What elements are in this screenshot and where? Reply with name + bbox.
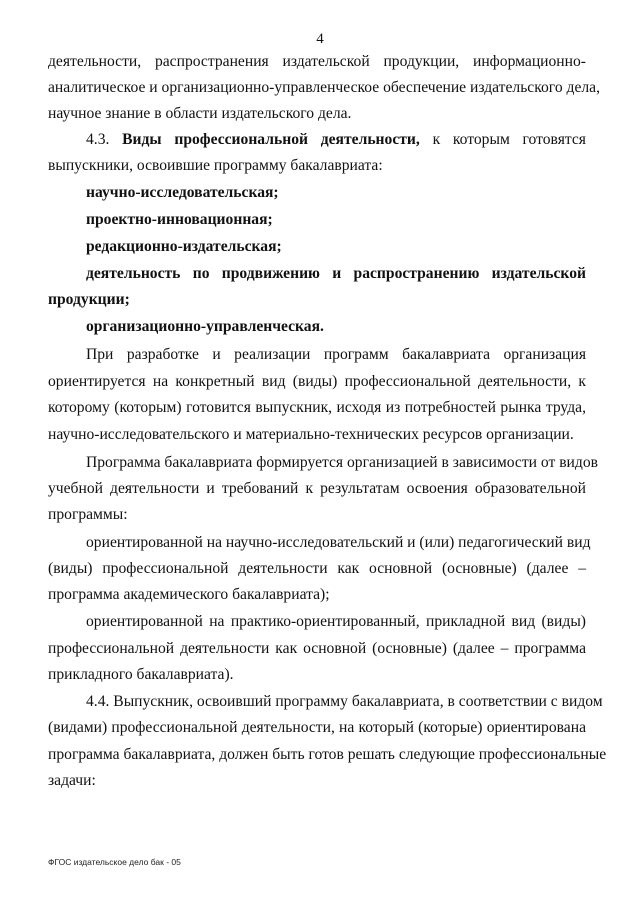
activity-type-item: проектно-инновационная; bbox=[86, 211, 273, 228]
section-number: 4.3. bbox=[86, 131, 110, 148]
activity-type-item: продукции; bbox=[48, 291, 130, 308]
text-line: прикладного бакалавриата). bbox=[48, 666, 234, 683]
text-line: учебной деятельности и требований к результатам освоения образовательной bbox=[48, 480, 586, 497]
text-line: При разработке и реализации программ бакалавриата организация bbox=[86, 346, 586, 363]
text-line: профессиональной деятельности как основной (основные) (далее – программа bbox=[48, 640, 586, 657]
section-heading-rest: к которым готовятся bbox=[432, 131, 586, 148]
text-line: (видами) профессиональной деятельности, на который (которые) ориентирована bbox=[48, 719, 586, 736]
page-footer: ФГОС издательское дело бак - 05 bbox=[48, 857, 181, 867]
activity-type-item: научно-исследовательская; bbox=[86, 184, 279, 201]
section-bold-title: Виды профессиональной деятельности, bbox=[122, 131, 420, 148]
text-line: программа академического бакалавриата); bbox=[48, 586, 330, 603]
text-line: программа бакалавриата, должен быть готов решать следующие профессиональные bbox=[48, 746, 607, 763]
text-line: научно-исследовательского и материально-технических ресурсов организации. bbox=[48, 426, 574, 443]
activity-type-item: редакционно-издательская; bbox=[86, 238, 282, 255]
text-line: ориентируется на конкретный вид (виды) профессиональной деятельности, к bbox=[48, 373, 586, 390]
text-line: научное знание в области издательского дела. bbox=[48, 105, 352, 122]
text-line: ориентированной на научно-исследовательский и (или) педагогический вид bbox=[86, 534, 591, 551]
text-line: аналитическое и организационно-управленческое обеспечение издательского дела, bbox=[48, 79, 600, 96]
activity-type-item: деятельность по продвижению и распространению издательской bbox=[86, 265, 586, 282]
section-4-3-heading bbox=[86, 130, 586, 150]
text-line: деятельности, распространения издательской продукции, информационно- bbox=[48, 53, 586, 70]
page-number: 4 bbox=[316, 31, 324, 47]
activity-type-item: организационно-управленческая. bbox=[86, 318, 324, 335]
text-line: программы: bbox=[48, 506, 128, 523]
text-line: ориентированной на практико-ориентированный, прикладной вид (виды) bbox=[86, 613, 586, 630]
text-line: которому (которым) готовится выпускник, исходя из потребностей рынка труда, bbox=[48, 399, 586, 416]
text-line: (виды) профессиональной деятельности как основной (основные) (далее – bbox=[48, 560, 586, 577]
section-4-4-line: 4.4. Выпускник, освоивший программу бакалавриата, в соответствии с видом bbox=[86, 693, 603, 710]
text-line: выпускники, освоившие программу бакалавриата: bbox=[48, 157, 383, 174]
text-line: Программа бакалавриата формируется организацией в зависимости от видов bbox=[86, 454, 598, 471]
text-line: задачи: bbox=[48, 772, 96, 789]
